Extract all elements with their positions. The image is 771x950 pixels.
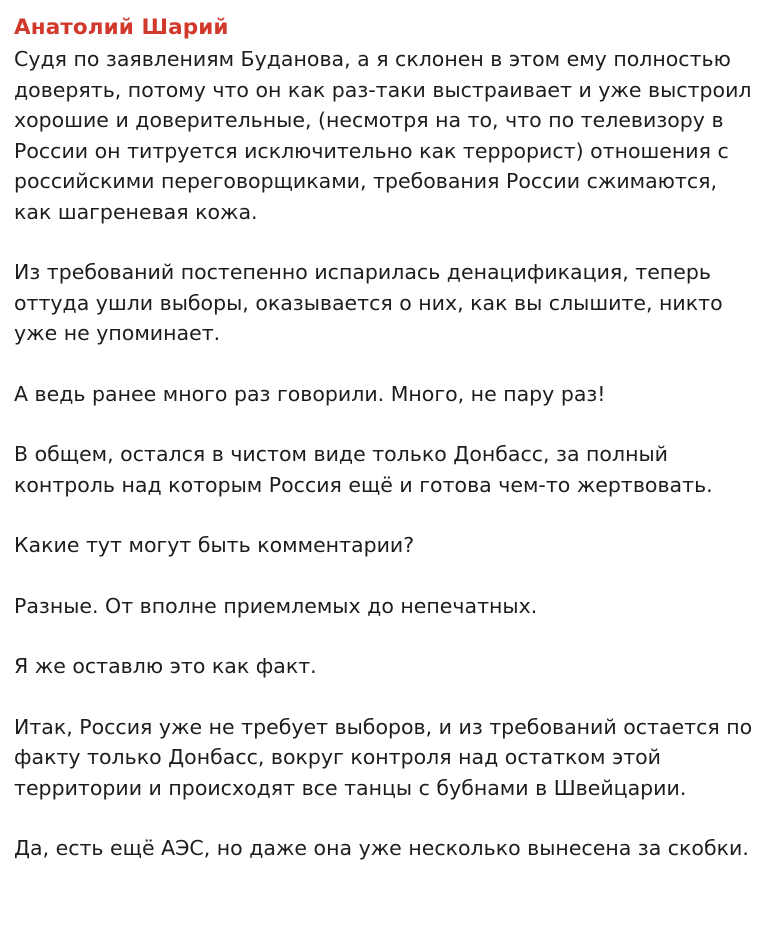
post-paragraph: Да, есть ещё АЭС, но даже она уже несколько вынесена за скобки.	[14, 836, 749, 860]
corner-mask	[757, 0, 771, 14]
post-author-name: Анатолий Шарий	[14, 15, 229, 40]
post-paragraph: Итак, Россия уже не требует выборов, и из требований остается по факту только Донбасс, вокруг контроля над остатком этой территории и происходят все танцы с бубнами в Швейцарии.	[14, 714, 753, 800]
post-paragraph: Я же оставлю это как факт.	[14, 654, 317, 678]
post-paragraph: Из требований постепенно испарилась денацификация, теперь оттуда ушли выборы, оказывается о них, как вы слышите, никто уже не упоминает.	[14, 260, 723, 345]
post-paragraph: Судя по заявлениям Буданова, а я склонен в этом ему полностью доверять, потому что он как раз-таки выстраивает и уже выстроил хорошие и доверительные, (несмотря на то, что по телевизору в России он титруется исключительно как террорист) отношения с российскими переговорщиками, требования России сжимаются, как шагреневая кожа.	[14, 47, 752, 224]
post-paragraph: А ведь ранее много раз говорили. Много, не пару раз!	[14, 381, 606, 406]
post-body	[14, 44, 757, 864]
post-paragraph: В общем, остался в чистом виде только Донбасс, за полный контроль над которым Россия ещё и готова чем-то жертвовать.	[14, 442, 713, 497]
post-paragraph: Какие тут могут быть комментарии?	[14, 533, 415, 557]
post-paragraph: Разные. От вполне приемлемых до непечатных.	[14, 593, 538, 618]
